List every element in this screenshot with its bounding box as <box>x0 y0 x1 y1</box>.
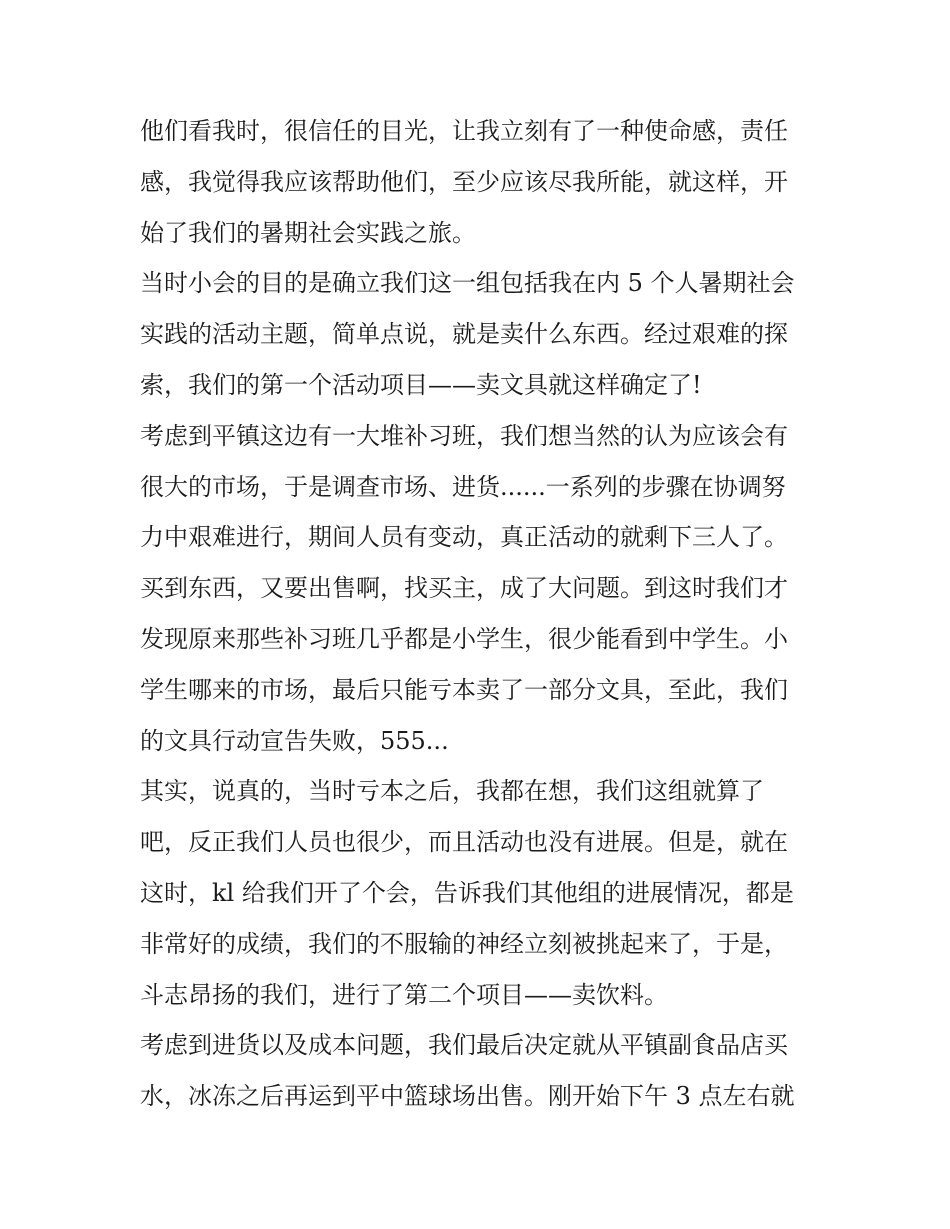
text-line: 很大的市场，于是调查市场、进货......一系列的步骤在协调努 <box>140 472 786 501</box>
text-line: 斗志昂扬的我们，进行了第二个项目——卖饮料。 <box>140 980 668 1009</box>
text-line: 非常好的成绩，我们的不服输的神经立刻被挑起来了，于是， <box>140 929 788 958</box>
text-line: 发现原来那些补习班几乎都是小学生，很少能看到中学生。小 <box>140 624 788 653</box>
text-line: 学生哪来的市场，最后只能亏本卖了一部分文具，至此，我们 <box>140 675 788 704</box>
body-text <box>140 106 820 1122</box>
text-line: 实践的活动主题，简单点说，就是卖什么东西。经过艰难的探 <box>140 320 788 349</box>
text-line: 其实，说真的，当时亏本之后，我都在想，我们这组就算了 <box>140 777 764 806</box>
text-line: 考虑到进货以及成本问题，我们最后决定就从平镇副食品店买 <box>140 1031 788 1060</box>
text-line: 的文具行动宣告失败，555... <box>140 726 449 755</box>
text-line: 他们看我时，很信任的目光，让我立刻有了一种使命感，责任 <box>140 117 788 145</box>
text-line: 买到东西，又要出售啊，找买主，成了大问题。到这时我们才 <box>140 574 788 603</box>
text-line: 考虑到平镇这边有一大堆补习班，我们想当然的认为应该会有 <box>140 421 788 450</box>
text-line: 吧，反正我们人员也很少，而且活动也没有进展。但是，就在 <box>140 828 788 857</box>
text-line: 当时小会的目的是确立我们这一组包括我在内 5 个人暑期社会 <box>140 269 795 298</box>
text-line: 索，我们的第一个活动项目——卖文具就这样确定了! <box>140 370 702 399</box>
text-line: 始了我们的暑期社会实践之旅。 <box>140 218 476 247</box>
text-line: 感，我觉得我应该帮助他们，至少应该尽我所能，就这样，开 <box>140 167 788 196</box>
text-line: 水，冰冻之后再运到平中篮球场出售。刚开始下午 3 点左右就 <box>140 1082 795 1111</box>
text-line: 这时，kl 给我们开了个会，告诉我们其他组的进展情况，都是 <box>140 878 794 907</box>
text-line: 力中艰难进行，期间人员有变动，真正活动的就剩下三人了。 <box>140 523 788 552</box>
